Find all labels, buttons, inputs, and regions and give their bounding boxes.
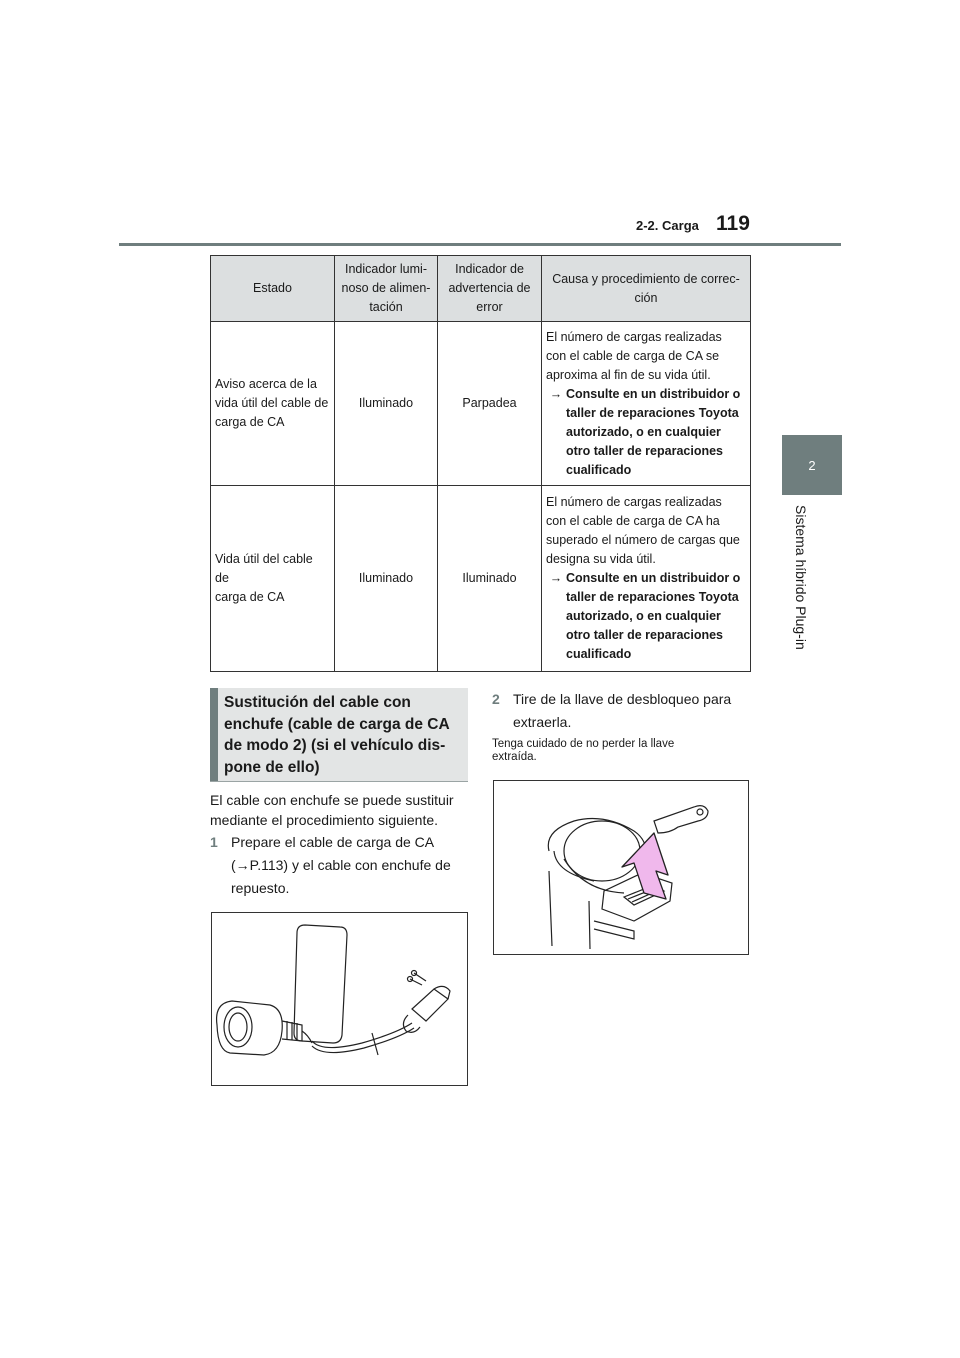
action-text: cualificado xyxy=(566,462,632,477)
action-text: autorizado, o en cualquier xyxy=(566,424,721,439)
step-1 xyxy=(210,831,472,900)
action-line xyxy=(546,404,746,423)
header-line: Causa y procedimiento de correc- xyxy=(552,271,740,286)
action-line xyxy=(546,423,746,442)
action-line xyxy=(546,588,746,607)
action-text: Consulte en un distribuidor o xyxy=(566,386,741,401)
table-row xyxy=(211,322,751,486)
action-line xyxy=(546,569,746,588)
arrow-icon: → xyxy=(549,386,563,401)
text-line: repuesto. xyxy=(231,880,290,896)
header-estado xyxy=(211,256,335,322)
cell-indicador-alimentacion: Iluminado xyxy=(335,322,438,486)
cell-line: El número de cargas realizadas xyxy=(546,329,722,344)
header-line: ción xyxy=(634,290,658,305)
action-line xyxy=(546,645,746,664)
action-text: autorizado, o en cualquier xyxy=(566,609,721,623)
heading-line: enchufe (cable de carga de CA xyxy=(224,715,450,733)
text-line: (→P.113) y el cable con enchufe de xyxy=(231,857,451,873)
header-line: error xyxy=(476,300,503,314)
table-header-row xyxy=(211,256,751,322)
chapter-title: Sistema híbrido Plug-in xyxy=(793,505,809,650)
cell-line: con el cable de carga de CA se xyxy=(546,348,720,363)
header-indicador-error xyxy=(438,256,542,322)
heading-underline xyxy=(210,781,468,782)
unlock-key-illustration xyxy=(493,780,749,955)
cable-drawing xyxy=(212,913,467,1085)
cell-estado xyxy=(211,322,335,486)
cell-indicador-error: Iluminado xyxy=(438,486,542,672)
unlock-key-drawing xyxy=(494,781,748,954)
action-text: taller de reparaciones Toyota xyxy=(566,405,739,420)
step-2 xyxy=(492,688,754,734)
header-indicador-alimentacion xyxy=(335,256,438,322)
text-line: El cable con enchufe se puede sustituir xyxy=(210,792,454,808)
pull-direction-arrow xyxy=(622,833,668,899)
heading-line: pone de ello) xyxy=(224,758,320,776)
cell-line: vida útil del cable de xyxy=(215,396,329,410)
header-line: tación xyxy=(369,300,403,314)
cell-line: El número de cargas realizadas xyxy=(546,495,722,509)
action-line xyxy=(546,626,746,645)
action-text: otro taller de reparaciones xyxy=(566,443,724,458)
action-line xyxy=(546,461,746,480)
step-number: 2 xyxy=(492,691,500,707)
section-heading xyxy=(224,692,468,778)
cell-estado xyxy=(211,486,335,672)
action-text: Consulte en un distribuidor o xyxy=(566,571,741,585)
cell-line: Vida útil del cable de xyxy=(215,552,313,585)
cell-causa xyxy=(542,322,751,486)
table-row xyxy=(211,486,751,672)
cell-line: aproxima al fin de su vida útil. xyxy=(546,367,711,382)
note xyxy=(492,738,754,764)
action-line xyxy=(546,442,746,461)
cell-line: Aviso acerca de la xyxy=(215,377,317,391)
action-text: taller de reparaciones Toyota xyxy=(566,590,739,604)
heading-line: Sustitución del cable con xyxy=(224,694,411,711)
cell-line: carga de CA xyxy=(215,415,285,429)
text-line: Tire de la llave de desbloqueo para xyxy=(513,691,732,707)
arrow-icon: → xyxy=(549,571,563,585)
intro-paragraph xyxy=(210,790,472,830)
action-line xyxy=(546,607,746,626)
header-causa xyxy=(542,256,751,322)
heading-accent-bar xyxy=(210,688,218,781)
step-number: 1 xyxy=(210,834,218,850)
section-label: 2-2. Carga xyxy=(636,218,699,233)
text-line: Prepare el cable de carga de CA xyxy=(231,834,435,850)
header-line: Indicador lumi- xyxy=(345,262,427,276)
cell-indicador-alimentacion: Iluminado xyxy=(335,486,438,672)
cell-indicador-error: Parpadea xyxy=(438,322,542,486)
text-line: extraerla. xyxy=(513,714,572,730)
header-rule xyxy=(119,243,841,246)
page-number: 119 xyxy=(716,212,750,235)
cell-line: con el cable de carga de CA ha xyxy=(546,514,720,528)
cable-with-plug-illustration xyxy=(211,912,468,1086)
action-text: otro taller de reparaciones xyxy=(566,628,724,642)
cell-line: carga de CA xyxy=(215,590,285,604)
chapter-number: 2 xyxy=(808,458,816,473)
action-text: cualificado xyxy=(566,647,632,661)
header-line: Estado xyxy=(253,281,292,295)
cell-line: superado el número de cargas que xyxy=(546,533,740,547)
cell-line: designa su vida útil. xyxy=(546,552,656,566)
status-table xyxy=(210,255,751,672)
header-line: advertencia de xyxy=(448,281,531,295)
cell-causa xyxy=(542,486,751,672)
header-line: noso de alimen- xyxy=(341,281,431,295)
text-line: extraída. xyxy=(492,751,537,763)
header-line: Indicador de xyxy=(455,262,524,276)
action-line xyxy=(546,385,746,404)
heading-line: de modo 2) (si el vehículo dis- xyxy=(224,737,446,754)
text-line: Tenga cuidado de no perder la llave xyxy=(492,738,675,750)
section-heading-box xyxy=(210,688,468,781)
text-line: mediante el procedimiento siguiente. xyxy=(210,812,439,828)
